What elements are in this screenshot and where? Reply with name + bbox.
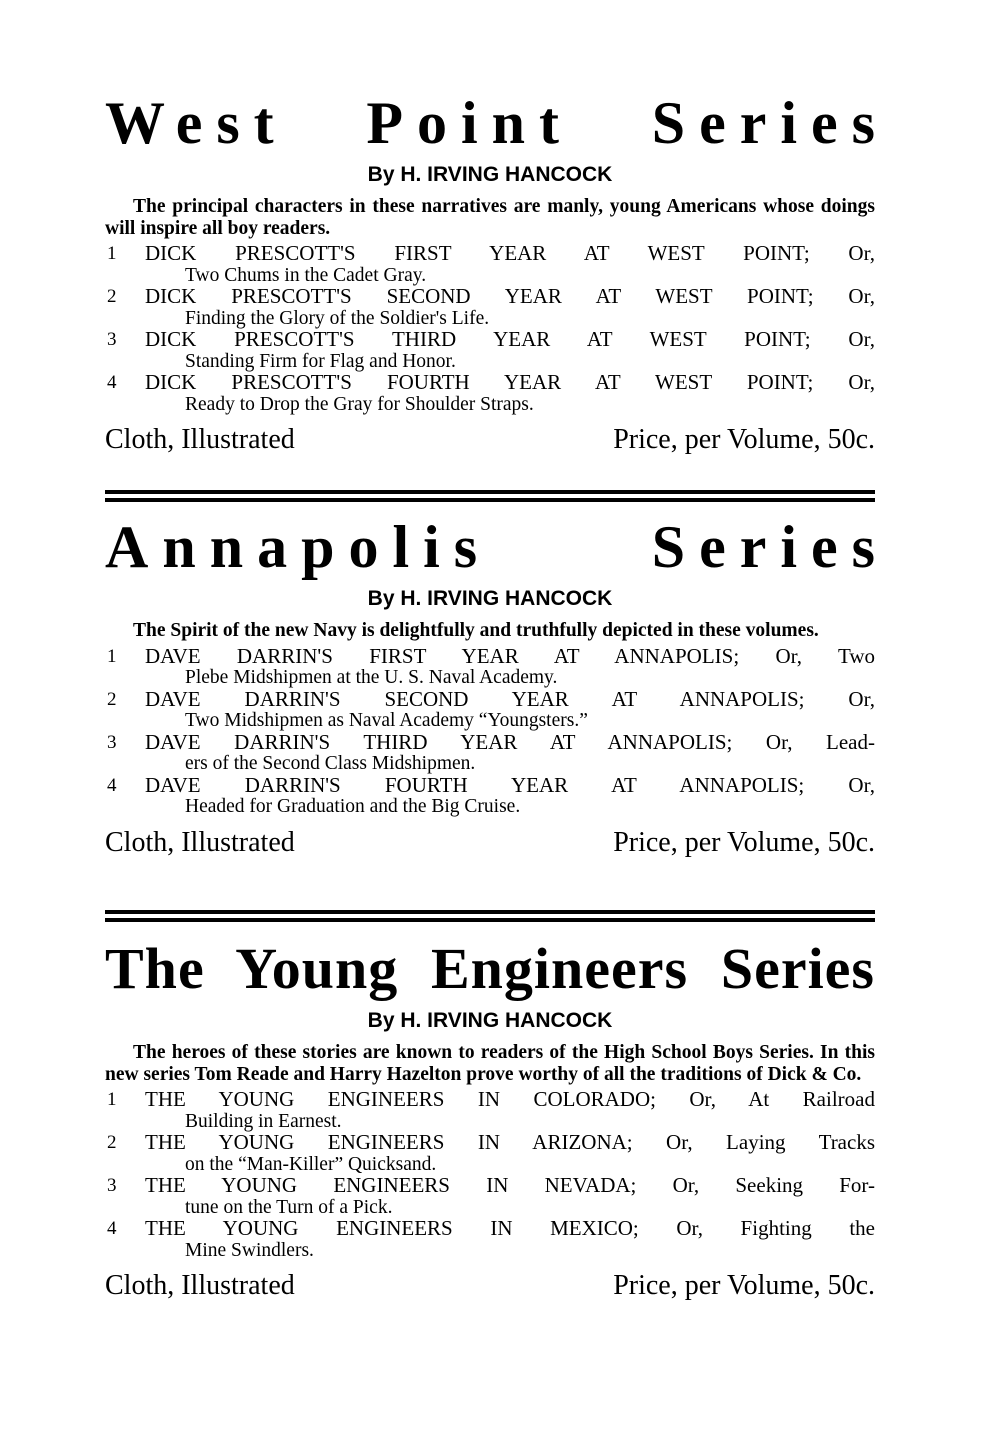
- double-rule-divider: [105, 910, 875, 924]
- price-info: Price, per Volume, 50c.: [613, 826, 875, 858]
- item-number: 2: [107, 286, 117, 307]
- series-title: West Point Series: [105, 90, 889, 156]
- item-title: DICK PRESCOTT'S FOURTH YEAR AT WEST POINT; Or,: [145, 370, 875, 394]
- item-title: DICK PRESCOTT'S SECOND YEAR AT WEST POINT; Or,: [145, 284, 875, 308]
- list-item: [105, 1218, 875, 1261]
- binding-info: Cloth, Illustrated: [105, 424, 295, 455]
- list-item: [105, 286, 875, 329]
- item-title: THE YOUNG ENGINEERS IN COLORADO; Or, At Railroad: [145, 1087, 875, 1111]
- list-item: [105, 1089, 875, 1132]
- item-title: DAVE DARRIN'S THIRD YEAR AT ANNAPOLIS; Or, Lead-: [145, 729, 875, 754]
- item-title: THE YOUNG ENGINEERS IN MEXICO; Or, Fighting the: [145, 1216, 875, 1240]
- series-intro: The principal characters in these narratives are manly, young Americans whose doings will inspire all boy readers.: [105, 196, 875, 239]
- list-item: [105, 686, 875, 732]
- young-engineers-series: [105, 938, 875, 1301]
- item-number: 4: [107, 372, 117, 393]
- item-number: 4: [107, 1218, 117, 1239]
- price-info: Price, per Volume, 50c.: [613, 1270, 875, 1301]
- item-subtitle: Finding the Glory of the Soldier's Life.: [185, 307, 490, 329]
- item-subtitle: on the “Man-Killer” Quicksand.: [185, 1153, 437, 1175]
- list-item: [105, 1175, 875, 1218]
- byline: By H. IRVING HANCOCK: [367, 1009, 613, 1032]
- list-item: [105, 1132, 875, 1175]
- item-number: 3: [107, 1175, 117, 1196]
- item-number: 3: [107, 329, 117, 350]
- item-subtitle: Headed for Graduation and the Big Cruise.: [185, 796, 521, 817]
- byline: By H. IRVING HANCOCK: [367, 587, 613, 610]
- item-number: 2: [107, 688, 117, 710]
- item-subtitle: ers of the Second Class Midshipmen.: [185, 753, 476, 774]
- item-title: THE YOUNG ENGINEERS IN ARIZONA; Or, Laying Tracks: [145, 1130, 875, 1154]
- item-title: DAVE DARRIN'S SECOND YEAR AT ANNAPOLIS; Or,: [145, 686, 875, 711]
- series-title: The Young Engineers Series: [105, 936, 875, 1001]
- price-info: Price, per Volume, 50c.: [613, 424, 875, 455]
- item-subtitle: Two Chums in the Cadet Gray.: [185, 264, 427, 286]
- double-rule-divider: [105, 490, 875, 504]
- item-title: DAVE DARRIN'S FOURTH YEAR AT ANNAPOLIS; Or,: [145, 772, 875, 797]
- west-point-series: [105, 90, 889, 455]
- list-item: [105, 772, 875, 818]
- item-number: 2: [107, 1132, 117, 1153]
- item-number: 4: [107, 774, 117, 796]
- item-subtitle: Mine Swindlers.: [185, 1239, 314, 1261]
- list-item: [105, 243, 875, 286]
- item-number: 1: [107, 243, 117, 264]
- list-item: [105, 372, 875, 415]
- annapolis-series: [105, 514, 889, 858]
- binding-info: Cloth, Illustrated: [105, 826, 295, 858]
- item-title: DICK PRESCOTT'S FIRST YEAR AT WEST POINT; Or,: [145, 241, 875, 265]
- series-intro: The Spirit of the new Navy is delightfully and truthfully depicted in these volumes.: [133, 620, 819, 641]
- item-title: DAVE DARRIN'S FIRST YEAR AT ANNAPOLIS; Or, Two: [145, 643, 875, 668]
- list-item: [105, 729, 875, 775]
- item-title: DICK PRESCOTT'S THIRD YEAR AT WEST POINT; Or,: [145, 327, 875, 351]
- series-intro: The heroes of these stories are known to readers of the High School Boys Series. In this new series Tom Reade and Harry Hazelton prove worthy of all the traditions of Dick & Co.: [105, 1042, 875, 1085]
- item-subtitle: Plebe Midshipmen at the U. S. Naval Academy.: [185, 667, 558, 688]
- item-subtitle: Building in Earnest.: [185, 1110, 342, 1132]
- item-subtitle: Standing Firm for Flag and Honor.: [185, 350, 456, 372]
- item-subtitle: tune on the Turn of a Pick.: [185, 1196, 393, 1218]
- item-number: 3: [107, 731, 117, 753]
- item-number: 1: [107, 1089, 117, 1110]
- item-number: 1: [107, 645, 117, 667]
- list-item: [105, 329, 875, 372]
- item-subtitle: Ready to Drop the Gray for Shoulder Straps.: [185, 393, 534, 415]
- series-title: Annapolis Series: [105, 514, 889, 580]
- list-item: [105, 643, 875, 689]
- item-title: THE YOUNG ENGINEERS IN NEVADA; Or, Seeking For-: [145, 1173, 875, 1197]
- byline: By H. IRVING HANCOCK: [367, 163, 613, 186]
- binding-info: Cloth, Illustrated: [105, 1270, 295, 1301]
- item-subtitle: Two Midshipmen as Naval Academy “Youngsters.”: [185, 710, 588, 731]
